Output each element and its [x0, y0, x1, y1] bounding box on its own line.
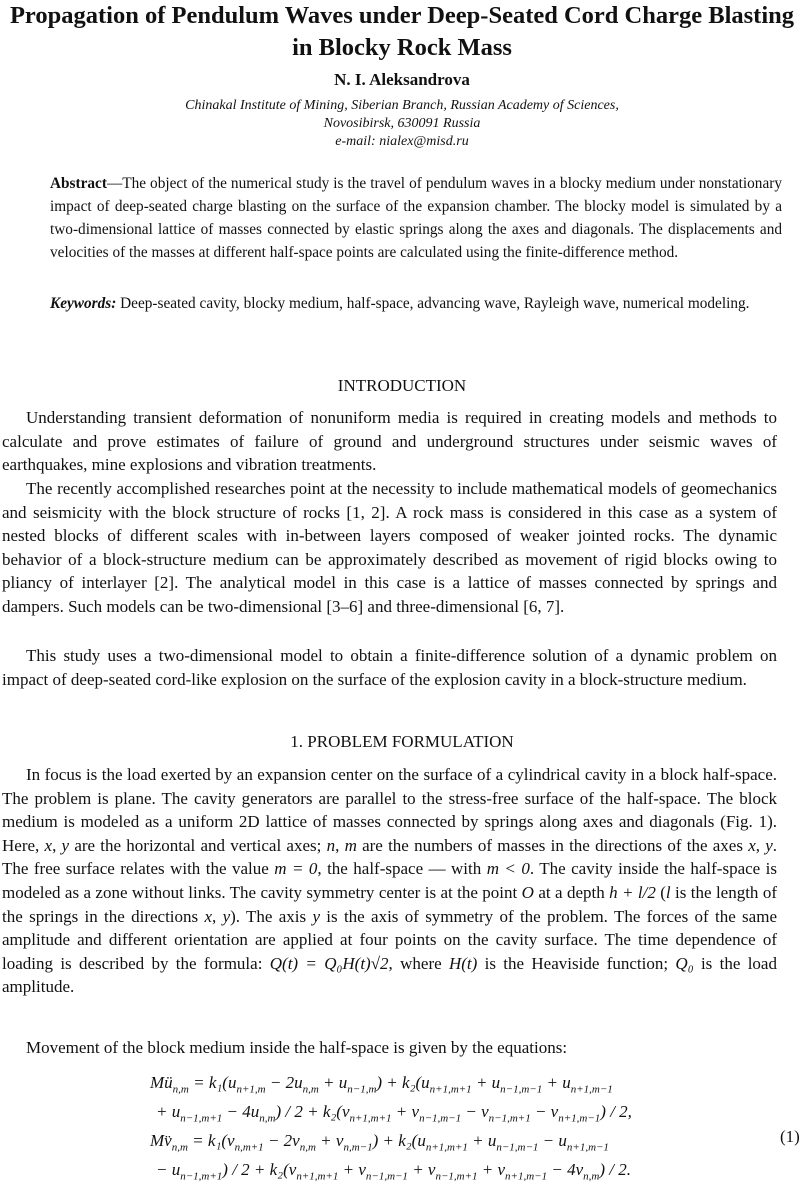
problem-paragraph-2: Movement of the block medium inside the half-space is given by the equations:: [26, 1038, 568, 1057]
text-run: is the Heaviside function;: [477, 953, 676, 973]
equation-line-4: − $u_{n-1,m+1}) / 2 + k_2(v_{n+1,m+1} + v_{n-1,m-1} + v_{n-1,m+1} + v_{n+1,m-1} - 4v_{n,m}) / 2$.: [156, 1160, 631, 1183]
var-Q0: Q₀: [675, 953, 694, 973]
expr-depth: h + l/2: [609, 882, 656, 902]
var-x: x: [204, 906, 212, 926]
affiliation-city: Novosibirsk, 630091 Russia: [323, 116, 481, 131]
var-l: l: [665, 882, 671, 902]
text-run: are the horizontal and vertical axes;: [69, 835, 327, 855]
text-run: , where: [388, 953, 449, 973]
affiliation-email: e-mail: nialex@misd.ru: [335, 134, 469, 149]
text-run: is the length of the springs in the directions: [2, 882, 777, 926]
abstract: [50, 172, 782, 264]
expr-m-lt-0: m < 0: [486, 859, 530, 879]
equation-number: (1): [780, 1127, 800, 1146]
keywords: [50, 292, 782, 315]
equation-line-3: $Mv̈_{n,m} = k_1(v_{n,m+1} - 2v_{n,m} + v_{n,m-1}) + k_2(u_{n+1,m+1} + u_{n-1,m-1} - u_{n+1,m-1}$: [150, 1131, 609, 1154]
intro-paragraph-3: This study uses a two-dimensional model to obtain a finite-difference solution of a dynamic problem on impact of deep-seated cord-like explosion on the surface of the explosion cavity in a block-structure medium.: [2, 646, 777, 689]
text-run: . The free surface relates with the value: [2, 835, 778, 879]
var-x: x: [44, 835, 53, 855]
text-run: In focus is the load exerted by an expansion center on the surface of a cylindrical cavity in a block half-space. The problem is plane. The cavity generators are parallel to the stress-free surface of the half-space. The block medium is modeled as a uniform 2D lattice of masses connected by springs along axes and diagonals (Fig. 1). Here,: [2, 765, 777, 855]
text-run: . The cavity inside the half-space is modeled as a zone without links. The cavity symmetry center is at the point: [2, 859, 778, 902]
var-O: O: [521, 882, 534, 902]
abstract-label: Abstract: [50, 175, 107, 192]
equation-line-1: $Mü_{n,m} = k_1(u_{n+1,m} - 2u_{n,m} + u_{n-1,m}) + k_2(u_{n+1,m+1} + u_{n-1,m-1} + u_{n+1,m-1}$: [150, 1073, 613, 1096]
paper-title: Propagation of Pendulum Waves under Deep-Seated Cord Charge Blasting in Blocky Rock Mass: [9, 2, 795, 61]
text-run: is the load amplitude.: [2, 953, 777, 997]
text-run: (: [655, 882, 666, 902]
text-run: are the numbers of masses in the directions of the axes: [356, 835, 749, 855]
var-y: y: [222, 906, 231, 926]
var-y: y: [61, 835, 70, 855]
var-y: y: [765, 835, 773, 855]
text-run: ). The axis: [230, 906, 313, 926]
var-m: m: [344, 835, 357, 855]
intro-paragraph-2: The recently accomplished researches point at the necessity to include mathematical models of geomechanics and seismicity with the block structure of rocks [1, 2]. A rock mass is considered in this case as a system of nested blocks of different scales with in-between layers composed of weaker jointed rocks. The dynamic behavior of a block-structure medium can be approximately described as movement of rigid blocks owing to pliancy of interlayer [2]. The analytical model in this case is a lattice of masses connected by springs and dampers. Such models can be two-dimensional [3–6] and three-dimensional [6, 7].: [2, 479, 777, 616]
intro-paragraph-1: Understanding transient deformation of nonuniform media is required in creating models and methods to calculate and prove estimates of failure of ground and underground structures under seismic waves of earthquakes, mine explosions and vibration treatments.: [2, 408, 777, 475]
var-y: y: [312, 906, 320, 926]
var-x: x: [748, 835, 756, 855]
var-n: n: [326, 835, 336, 855]
author-name: N. I. Aleksandrova: [334, 70, 470, 89]
affiliation-institute: Chinakal Institute of Mining, Siberian Branch, Russian Academy of Sciences,: [185, 98, 619, 113]
text-run: ,: [212, 906, 223, 926]
text-run: is the axis of symmetry of the problem. The forces of the same amplitude and different orientation are applied at four points on the cavity surface. The time dependence of loading is described by the formula:: [2, 906, 777, 973]
text-run: ,: [755, 835, 766, 855]
load-formula: Q(t) = Q₀H(t)√2: [269, 953, 389, 973]
equation-line-2: + $u_{n-1,m+1} - 4u_{n,m}) / 2 + k_2(v_{n+1,m+1} + v_{n-1,m-1} - v_{n-1,m+1} - v_{n+1,m-1}) / 2$,: [156, 1102, 632, 1125]
keywords-text: Deep-seated cavity, blocky medium, half-space, advancing wave, Rayleigh wave, numerical modeling.: [116, 295, 750, 312]
text-run: ,: [52, 835, 62, 855]
text-run: ,: [335, 835, 345, 855]
var-heaviside: H(t): [448, 953, 478, 973]
section-heading-introduction: INTRODUCTION: [337, 376, 467, 395]
problem-paragraph-1: [2, 763, 777, 999]
abstract-text: —The object of the numerical study is the travel of pendulum waves in a blocky medium under nonstationary impact of deep-seated charge blasting on the surface of the expansion chamber. The blocky model is simulated by a two-dimensional lattice of masses connected by elastic springs along the axes and diagonals. The displacements and velocities of the masses at different half-space points are calculated using the finite-difference method.: [50, 175, 782, 261]
keywords-label: Keywords:: [50, 295, 117, 312]
section-heading-problem-formulation: 1. PROBLEM FORMULATION: [290, 732, 514, 751]
affiliation: [0, 97, 804, 151]
expr-m-eq-0: m = 0: [274, 859, 318, 879]
equation-system: [150, 1068, 710, 1184]
text-run: at a depth: [533, 882, 610, 902]
text-run: , the half-space — with: [317, 859, 487, 879]
